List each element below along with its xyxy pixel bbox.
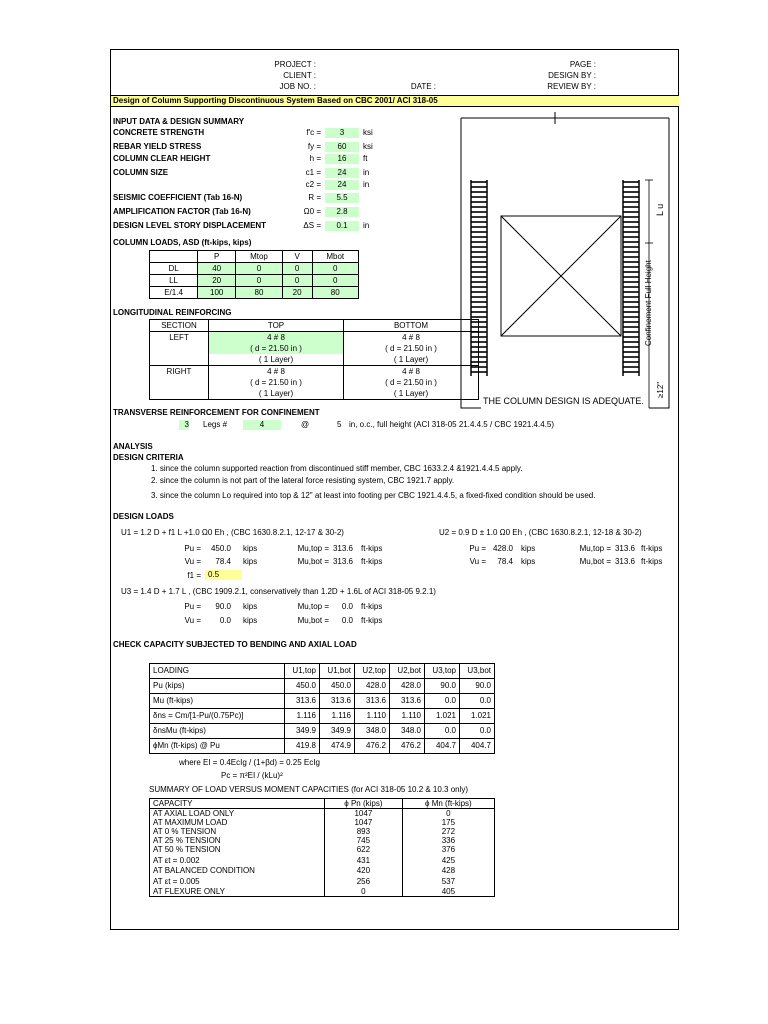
u2-vu-value: 78.4 [497,557,513,566]
table-row [150,354,479,366]
u2-vu-unit: kips [521,557,536,566]
table-cell: AT εt = 0.002 [150,854,325,866]
rebar-cell: ( 1 Layer) [209,354,344,366]
loads-heading: COLUMN LOADS, ASD (ft-kips, kips) [113,238,252,247]
min12-label: ≥12" [656,381,665,398]
table-cell: 745 [325,836,403,845]
f1-label: f1 = [187,571,201,580]
input-symbol: c2 = [305,180,321,189]
rebar-cell: ( 1 Layer) [344,388,479,400]
worksheet [110,49,679,930]
table-cell: 0.0 [460,694,495,709]
table-row [150,724,495,739]
table-cell: 349.9 [285,724,320,739]
table-cell[interactable]: 0 [236,275,282,287]
column-loads-table [149,250,359,299]
rebar-cell: 4 # 8 [209,366,344,378]
table-row [150,709,495,724]
section-left [150,354,209,366]
input-unit: ksi [363,142,373,151]
input-symbol: f'c = [306,128,321,137]
reviewby-label: REVIEW BY : [547,82,596,91]
rebar-cell[interactable]: 4 # 8 [209,332,344,344]
legs-label: Legs # [203,420,228,429]
table-cell: 256 [325,875,403,887]
rebar-cell[interactable]: ( d = 21.50 in ) [209,343,344,354]
summary-heading: SUMMARY OF LOAD VERSUS MOMENT CAPACITIES (for ACI 318-05 10.2 & 10.3 only) [149,785,469,794]
table-cell: AT 0 % TENSION [150,827,325,836]
table-cell: Mtop [236,251,282,263]
u1-vu-unit: kips [243,557,258,566]
input-label: COLUMN CLEAR HEIGHT [113,154,211,163]
tie-bar-size[interactable]: 4 [243,420,281,430]
input-symbol: fy = [307,142,321,151]
table-cell: LOADING [150,664,285,679]
table-cell: 450.0 [320,679,355,694]
table-cell: U2,bot [390,664,425,679]
table-row [150,694,495,709]
rebar-cell: ( d = 21.50 in ) [344,343,479,354]
capacity-summary-table [149,798,495,897]
table-cell: 450.0 [285,679,320,694]
client-label: CLIENT : [283,71,316,80]
table-cell[interactable]: 0 [312,263,358,275]
u2-pu-value: 428.0 [492,544,513,553]
table-cell [150,251,198,263]
table-cell: U1,bot [320,664,355,679]
input-unit: in [363,180,370,189]
sheet-title: Design of Column Supporting Discontinuous System Based on CBC 2001/ ACI 318-05 [113,96,438,105]
u1-equation: U1 = 1.2 D + f1 L +1.0 Ω0 Eh , (CBC 1630.8.2.1, 12-17 & 30-2) [121,528,344,537]
criteria-heading: DESIGN CRITERIA [113,453,184,462]
table-cell: AT εt = 0.005 [150,875,325,887]
u2-mubot-value: 313.6 [614,557,635,566]
table-cell: 348.0 [355,724,390,739]
u3-mubot-label: Mu,bot = [297,616,329,625]
confinement-label: Confinement Full Height [644,260,653,346]
table-cell: 376 [402,845,494,854]
u2-pu-label: Pu = [469,544,486,553]
table-cell: TOP [209,320,344,332]
designby-label: DESIGN BY : [548,71,596,80]
input-symbol: h = [309,154,321,163]
table-cell: DL [150,263,198,275]
analysis-heading: ANALYSIS [113,442,153,451]
table-header [150,799,495,809]
table-cell: 404.7 [425,739,460,754]
table-row [150,739,495,754]
table-cell: 428 [402,866,494,875]
table-cell: AT FLEXURE ONLY [150,887,325,897]
table-cell: 348.0 [390,724,425,739]
u3-vu-unit: kips [243,616,258,625]
input-value[interactable]: 60 [325,142,359,152]
table-cell: 313.6 [320,694,355,709]
where-pc: Pc = π²EI / (kLu)² [221,771,283,780]
table-cell: δnsMu (ft-kips) [150,724,285,739]
u2-pu-unit: kips [521,544,536,553]
table-cell: 313.6 [285,694,320,709]
table-cell: AT BALANCED CONDITION [150,866,325,875]
table-cell: 476.2 [390,739,425,754]
table-cell: 428.0 [390,679,425,694]
at-symbol: @ [301,420,310,429]
table-cell: 474.9 [320,739,355,754]
f1-value[interactable]: 0.5 [205,570,242,580]
lu-label: L u [655,203,665,216]
table-cell: Mu (ft-kips) [150,694,285,709]
table-header [150,320,479,332]
table-row [150,377,479,388]
table-cell: ϕMn (ft-kips) @ Pu [150,739,285,754]
u2-vu-label: Vu = [469,557,486,566]
u3-mubot-value: 0.0 [341,616,353,625]
u1-mubot-value: 313.6 [332,557,353,566]
table-cell[interactable]: 20 [282,287,312,299]
input-symbol: R = [308,193,321,202]
section-right [150,388,209,400]
u3-mutop-unit: ft-kips [361,602,383,611]
table-cell: 404.7 [460,739,495,754]
u3-equation: U3 = 1.4 D + 1.7 L , (CBC 1909.2.1, conservatively than 1.2D + 1.6L of ACI 318-05 9.2.1) [121,587,436,596]
project-label: PROJECT : [274,60,316,69]
rebar-cell: 4 # 8 [344,332,479,344]
rebar-cell: 4 # 8 [344,366,479,378]
table-cell: 0 [325,887,403,897]
input-label: AMPLIFICATION FACTOR (Tab 16-N) [113,207,251,216]
input-unit: ft [363,154,368,163]
table-cell[interactable]: 20 [198,275,236,287]
table-cell[interactable]: 0 [236,263,282,275]
jobno-label: JOB NO. : [279,82,316,91]
table-row [150,388,479,400]
table-cell: 0.0 [425,724,460,739]
u3-vu-value: 0.0 [219,616,231,625]
u2-equation: U2 = 0.9 D ± 1.0 Ω0 Eh , (CBC 1630.8.2.1, 12-18 & 30-2) [439,528,642,537]
transverse-heading: TRANSVERSE REINFORCEMENT FOR CONFINEMENT [113,408,320,417]
table-header [150,251,359,263]
section-left [150,343,209,354]
table-row [150,263,359,275]
table-row [150,866,495,875]
table-cell: 1047 [325,818,403,827]
table-cell: V [282,251,312,263]
rebar-cell: ( 1 Layer) [344,354,479,366]
table-cell: 349.9 [320,724,355,739]
input-unit: in [363,168,370,177]
table-cell: 1.021 [425,709,460,724]
table-cell: CAPACITY [150,799,325,809]
longitudinal-table [149,319,479,400]
criteria-3: 3. since the column Lo required into top & 12" at least into footing per CBC 1921.4.4.5, a fixed-fixed condition should be used. [151,491,596,500]
table-cell: U3,bot [460,664,495,679]
u1-mutop-value: 313.6 [332,544,353,553]
table-row [150,679,495,694]
table-row [150,818,495,827]
criteria-2: 2. since the column is not part of the lateral force resisting system, CBC 1921.7 apply. [151,476,455,485]
tie-note: in, o.c., full height (ACI 318-05 21.4.4.5 / CBC 1921.4.4.5) [349,420,555,429]
u2-mubot-label: Mu,bot = [579,557,611,566]
table-cell: 90.0 [460,679,495,694]
table-cell: 90.0 [425,679,460,694]
table-cell: AT 25 % TENSION [150,836,325,845]
section-left: LEFT [150,332,209,344]
table-cell: 425 [402,854,494,866]
input-symbol: c1 = [305,168,321,177]
column-elevation-diagram [451,108,679,418]
table-cell: 537 [402,875,494,887]
input-label: COLUMN SIZE [113,168,169,177]
u1-pu-unit: kips [243,544,258,553]
table-cell[interactable]: 80 [312,287,358,299]
table-cell: Mbot [312,251,358,263]
u3-mutop-label: Mu,top = [297,602,329,611]
table-row [150,854,495,866]
capacity-check-table [149,663,495,754]
u1-vu-label: Vu = [184,557,201,566]
rebar-cell: ( 1 Layer) [209,388,344,400]
table-cell: 0.0 [460,724,495,739]
right-tie-ladder [623,180,639,376]
table-cell[interactable]: 80 [236,287,282,299]
table-cell: AT MAXIMUM LOAD [150,818,325,827]
table-cell[interactable]: 0 [312,275,358,287]
table-row [150,366,479,378]
table-cell[interactable]: 40 [198,263,236,275]
table-cell: U2,top [355,664,390,679]
table-row [150,343,479,354]
criteria-1: 1. since the column supported reaction from discontinued stiff member, CBC 1633.2.4 &1921.4.4.5 apply. [151,464,523,473]
table-cell: 1047 [325,809,403,819]
table-cell: 893 [325,827,403,836]
adequacy-status: THE COLUMN DESIGN IS ADEQUATE. [483,396,644,406]
input-value[interactable]: 3 [325,128,359,138]
longitudinal-heading: LONGITUDINAL REINFORCING [113,308,232,317]
table-cell: AT 50 % TENSION [150,845,325,854]
table-cell: 431 [325,854,403,866]
input-symbol: Ω0 = [303,207,321,216]
input-unit: in [363,221,370,230]
u1-mubot-label: Mu,bot = [297,557,329,566]
input-value[interactable]: 24 [325,180,359,190]
table-cell: SECTION [150,320,209,332]
table-row [150,809,495,819]
table-cell: 313.6 [355,694,390,709]
table-row [150,875,495,887]
table-row [150,275,359,287]
u1-mubot-unit: ft-kips [361,557,383,566]
table-cell[interactable]: 100 [198,287,236,299]
u2-mubot-unit: ft-kips [641,557,663,566]
table-cell[interactable]: 0 [282,263,312,275]
table-cell: 0 [402,809,494,819]
table-cell: 622 [325,845,403,854]
table-cell: 175 [402,818,494,827]
page-label: PAGE : [569,60,596,69]
section-right [150,377,209,388]
design-loads-heading: DESIGN LOADS [113,512,174,521]
rebar-cell: ( d = 21.50 in ) [209,377,344,388]
table-row [150,827,495,836]
u3-pu-unit: kips [243,602,258,611]
input-value[interactable]: 2.8 [325,207,359,217]
table-cell: U3,top [425,664,460,679]
input-value[interactable]: 0.1 [325,221,359,231]
input-value[interactable]: 24 [325,168,359,178]
legs-value[interactable]: 3 [179,420,189,430]
input-unit: ksi [363,128,373,137]
table-cell: δns = Cm/[1-Pu/(0.75Pc)] [150,709,285,724]
table-cell: ϕ Pn (kips) [325,799,403,809]
u1-pu-value: 450.0 [210,544,231,553]
table-cell: 1.021 [460,709,495,724]
table-cell: 1.110 [390,709,425,724]
table-cell: 419.8 [285,739,320,754]
table-row [150,887,495,897]
input-label: CONCRETE STRENGTH [113,128,205,137]
u1-mutop-label: Mu,top = [297,544,329,553]
table-cell: U1,top [285,664,320,679]
table-cell: 313.6 [390,694,425,709]
table-cell: E/1.4 [150,287,198,299]
table-cell: 272 [402,827,494,836]
left-tie-ladder [471,180,487,376]
input-label: SEISMIC COEFFICIENT (Tab 16-N) [113,193,243,202]
table-cell: 1.110 [355,709,390,724]
table-cell: 428.0 [355,679,390,694]
u2-mutop-label: Mu,top = [579,544,611,553]
rebar-cell: ( d = 21.50 in ) [344,377,479,388]
u2-mutop-value: 313.6 [614,544,635,553]
u3-mubot-unit: ft-kips [361,616,383,625]
check-heading: CHECK CAPACITY SUBJECTED TO BENDING AND AXIAL LOAD [113,640,357,649]
u3-vu-label: Vu = [184,616,201,625]
table-cell: 1.116 [320,709,355,724]
table-cell: BOTTOM [344,320,479,332]
table-row [150,845,495,854]
u1-mutop-unit: ft-kips [361,544,383,553]
u3-mutop-value: 0.0 [341,602,353,611]
table-cell: 420 [325,866,403,875]
table-row [150,287,359,299]
section-right: RIGHT [150,366,209,378]
input-value[interactable]: 16 [325,154,359,164]
u1-vu-value: 78.4 [215,557,231,566]
date-label: DATE : [410,82,436,91]
u2-mutop-unit: ft-kips [641,544,663,553]
input-label: DESIGN LEVEL STORY DISPLACEMENT [113,221,267,230]
input-label: REBAR YIELD STRESS [113,142,202,151]
u3-pu-label: Pu = [184,602,201,611]
table-cell: AT AXIAL LOAD ONLY [150,809,325,819]
u3-pu-value: 90.0 [215,602,231,611]
table-cell: 1.116 [285,709,320,724]
input-heading: INPUT DATA & DESIGN SUMMARY [113,117,245,126]
u1-pu-label: Pu = [184,544,201,553]
input-symbol: ΔS = [303,221,321,230]
table-cell: ϕ Mn (ft-kips) [402,799,494,809]
table-cell: P [198,251,236,263]
where-ei: where EI = 0.4EcIg / (1+βd) = 0.25 EcIg [179,758,320,767]
table-cell: Pu (kips) [150,679,285,694]
table-row [150,836,495,845]
table-cell: 405 [402,887,494,897]
tie-spacing: 5 [337,420,342,429]
table-row [150,332,479,344]
table-cell: LL [150,275,198,287]
table-cell: 0.0 [425,694,460,709]
input-value[interactable]: 5.5 [325,193,359,203]
table-cell[interactable]: 0 [282,275,312,287]
table-header [150,664,495,679]
table-cell: 336 [402,836,494,845]
table-cell: 476.2 [355,739,390,754]
